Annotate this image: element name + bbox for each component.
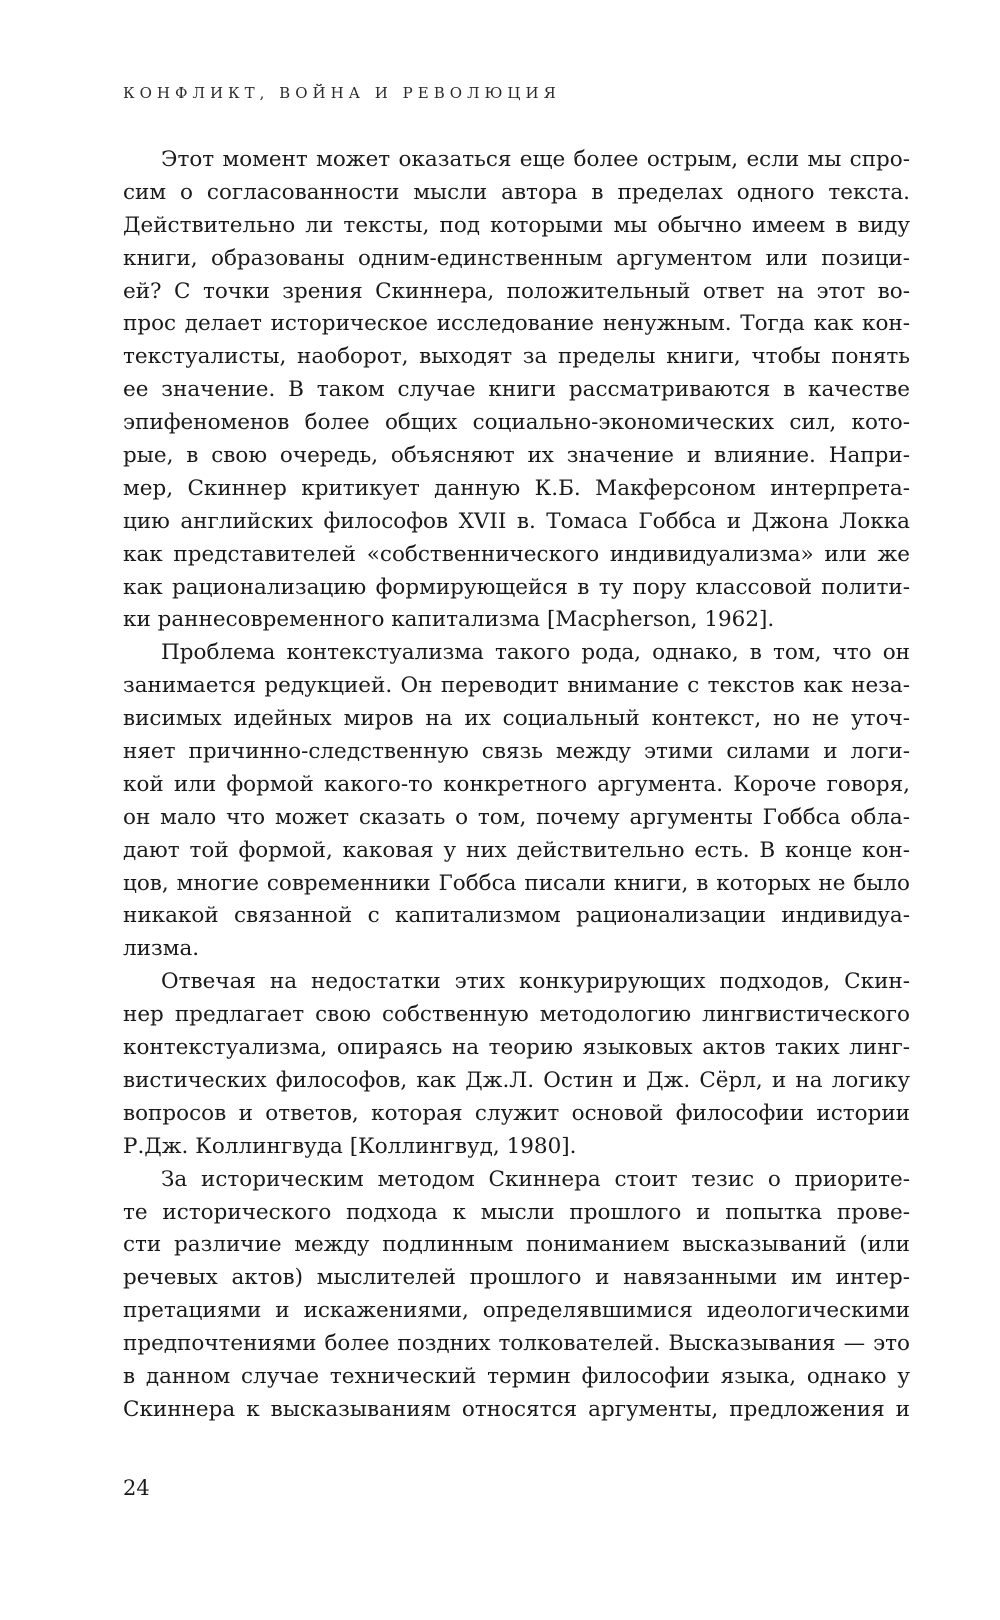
text-line: ки раннесовременного капитализма [Macpherson, 1962]. xyxy=(123,607,775,633)
text-line: нер предлагает свою собственную методологию лингвистического xyxy=(123,1002,910,1028)
text-line: ее значение. В таком случае книги рассматриваются в качестве xyxy=(123,377,910,403)
text-line: претациями и искажениями, определявшимися идеологическими xyxy=(123,1298,910,1324)
text-line: ей? С точки зрения Скиннера, положительный ответ на этот во- xyxy=(123,278,910,304)
text-line: цов, многие современники Гоббса писали книги, в которых не было xyxy=(123,870,910,896)
text-line: текстуалисты, наоборот, выходят за пределы книги, чтобы понять xyxy=(123,344,910,370)
text-line: предпочтениями более поздних толкователей. Высказывания — это xyxy=(123,1331,910,1357)
text-line: За историческим методом Скиннера стоит тезис о приорите- xyxy=(161,1166,910,1192)
text-line: как рационализацию формирующейся в ту пору классовой полити- xyxy=(123,574,910,600)
running-head: КОНФЛИКТ, ВОЙНА И РЕВОЛЮЦИЯ xyxy=(123,84,561,102)
text-line: те исторического подхода к мысли прошлого и попытка прове- xyxy=(123,1199,910,1225)
text-line: вопросов и ответов, которая служит основой философии истории xyxy=(123,1100,910,1126)
text-line: сти различие между подлинным пониманием высказываний (или xyxy=(123,1232,910,1258)
text-line: рые, в свою очередь, объясняют их значение и влияние. Напри- xyxy=(123,443,910,469)
text-line: он мало что может сказать о том, почему аргументы Гоббса обла- xyxy=(123,804,910,830)
text-line: Действительно ли тексты, под которыми мы обычно имеем в виду xyxy=(123,212,910,238)
text-line: Р.Дж. Коллингвуда [Коллингвуд, 1980]. xyxy=(123,1133,577,1159)
text-line: Проблема контекстуализма такого рода, однако, в том, что он xyxy=(161,640,910,666)
text-line: няет причинно-следственную связь между этими силами и логи- xyxy=(123,739,910,765)
text-line: речевых актов) мыслителей прошлого и навязанными им интер- xyxy=(123,1265,910,1291)
text-line: лизма. xyxy=(123,936,200,962)
body-text xyxy=(123,144,910,1427)
text-line: как представителей «собственнического индивидуализма» или же xyxy=(123,541,910,567)
text-line: мер, Скиннер критикует данную К.Б. Макферсоном интерпрета- xyxy=(123,475,910,501)
text-line: занимается редукцией. Он переводит внимание с текстов как неза- xyxy=(123,673,910,699)
text-line: дают той формой, каковая у них действительно есть. В конце кон- xyxy=(123,837,910,863)
text-line: Скиннера к высказываниям относятся аргументы, предложения и xyxy=(123,1396,910,1422)
text-line: эпифеноменов более общих социально-экономических сил, кото- xyxy=(123,410,910,436)
text-line: в данном случае технический термин философии языка, однако у xyxy=(123,1363,910,1389)
text-line: прос делает историческое исследование ненужным. Тогда как кон- xyxy=(123,311,910,337)
text-line: кой или формой какого-то конкретного аргумента. Короче говоря, xyxy=(123,771,910,797)
text-line: контекстуализма, опираясь на теорию языковых актов таких линг- xyxy=(123,1035,910,1061)
page-number: 24 xyxy=(123,1476,150,1500)
text-line: Отвечая на недостатки этих конкурирующих подходов, Скин- xyxy=(161,969,910,995)
text-line: никакой связанной с капитализмом рационализации индивидуа- xyxy=(123,903,910,929)
text-line: сим о согласованности мысли автора в пределах одного текста. xyxy=(123,179,910,205)
text-line: цию английских философов XVII в. Томаса Гоббса и Джона Локка xyxy=(123,508,910,534)
text-line: Этот момент может оказаться еще более острым, если мы спро- xyxy=(161,147,910,172)
text-line: висимых идейных миров на их социальный контекст, но не уточ- xyxy=(123,706,910,732)
text-line: вистических философов, как Дж.Л. Остин и Дж. Сёрл, и на логику xyxy=(123,1067,910,1093)
text-line: книги, образованы одним-единственным аргументом или позици- xyxy=(123,245,910,271)
